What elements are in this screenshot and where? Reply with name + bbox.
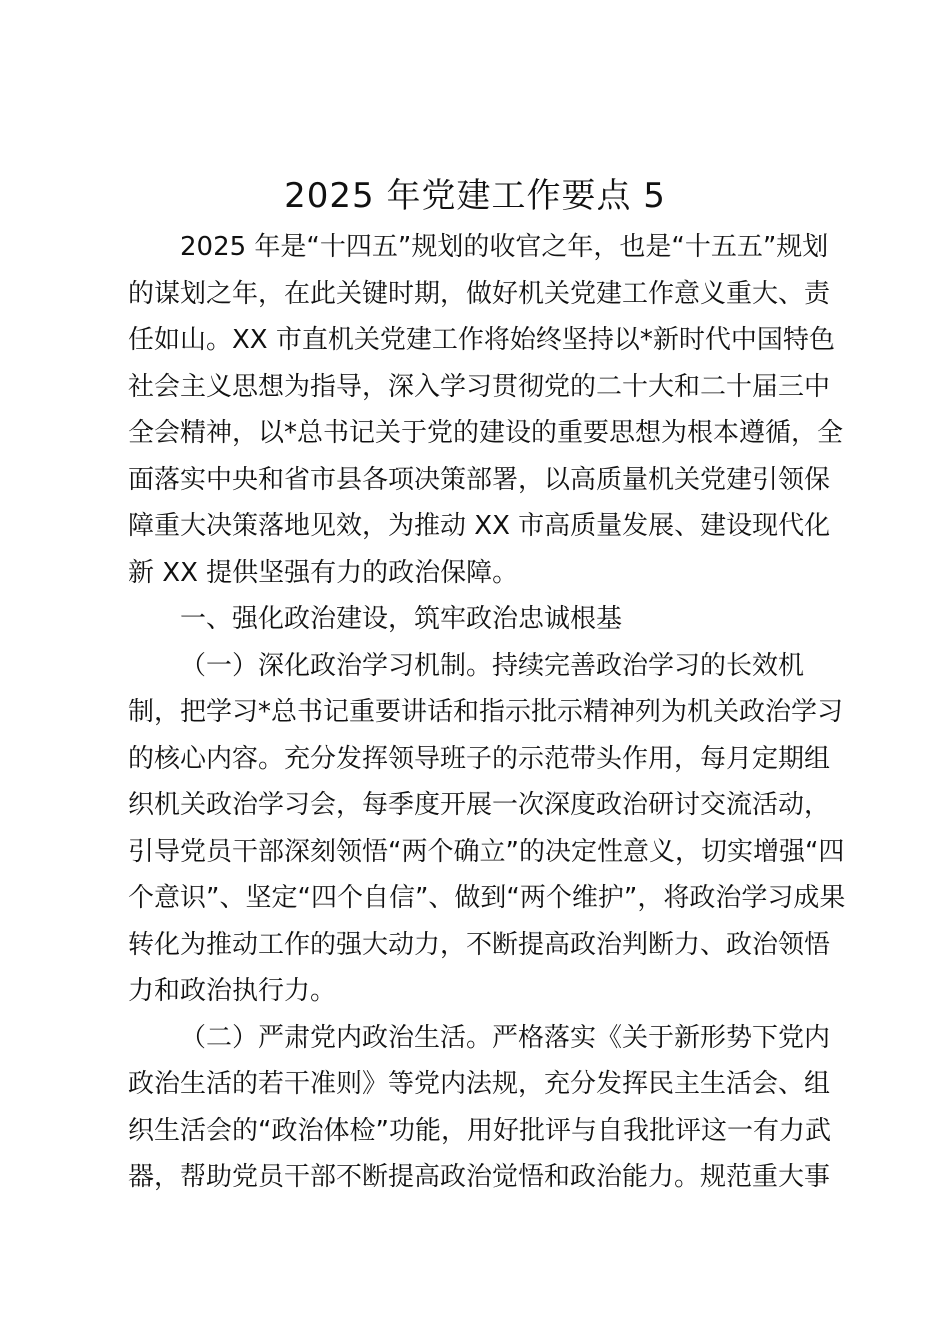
- paragraph-line: 面落实中央和省市县各项决策部署，以高质量机关党建引领保: [128, 464, 831, 495]
- paragraph-line: 引导党员干部深刻领悟“两个确立”的决定性意义，切实增强“四: [128, 836, 845, 867]
- paragraph-line: 转化为推动工作的强大动力，不断提高政治判断力、政治领悟: [128, 929, 831, 960]
- paragraph-line: 政治生活的若干准则》等党内法规，充分发挥民主生活会、组: [128, 1069, 831, 1099]
- paragraph-line: 的核心内容。充分发挥领导班子的示范带头作用，每月定期组: [128, 743, 831, 774]
- paragraph-line: 的谋划之年，在此关键时期，做好机关党建工作意义重大、责: [128, 278, 831, 309]
- paragraph-line: 社会主义思想为指导，深入学习贯彻党的二十大和二十届三中: [128, 371, 831, 402]
- paragraph-line: 全会精神，以*总书记关于党的建设的重要思想为根本遵循，全: [128, 418, 844, 448]
- paragraph-line: 任如山。XX 市直机关党建工作将始终坚持以*新时代中国特色: [128, 325, 835, 355]
- paragraph-line: 器，帮助党员干部不断提高政治觉悟和政治能力。规范重大事: [128, 1162, 831, 1192]
- paragraph-line: 新 XX 提供坚强有力的政治保障。: [128, 557, 519, 588]
- paragraph-line: 力和政治执行力。: [128, 976, 337, 1006]
- document-title: 2025 年党建工作要点 5: [284, 176, 666, 216]
- section-heading: 一、强化政治建设，筑牢政治忠诚根基: [180, 604, 623, 634]
- paragraph-line: 2025 年是“十四五”规划的收官之年，也是“十五五”规划: [180, 232, 829, 262]
- paragraph-line: 织生活会的“政治体检”功能，用好批评与自我批评这一有力武: [128, 1115, 831, 1146]
- paragraph-line: 障重大决策落地见效，为推动 XX 市高质量发展、建设现代化: [128, 511, 831, 541]
- paragraph-line: （一）深化政治学习机制。持续完善政治学习的长效机: [180, 650, 805, 681]
- paragraph-line: 个意识”、坚定“四个自信”、做到“两个维护”，将政治学习成果: [128, 883, 846, 913]
- document-body: [128, 224, 846, 1201]
- paragraph-line: 制，把学习*总书记重要讲话和指示批示精神列为机关政治学习: [128, 697, 844, 727]
- paragraph-line: 织机关政治学习会，每季度开展一次深度政治研讨交流活动，: [128, 790, 831, 820]
- paragraph-line: （二）严肃党内政治生活。严格落实《关于新形势下党内: [180, 1022, 831, 1053]
